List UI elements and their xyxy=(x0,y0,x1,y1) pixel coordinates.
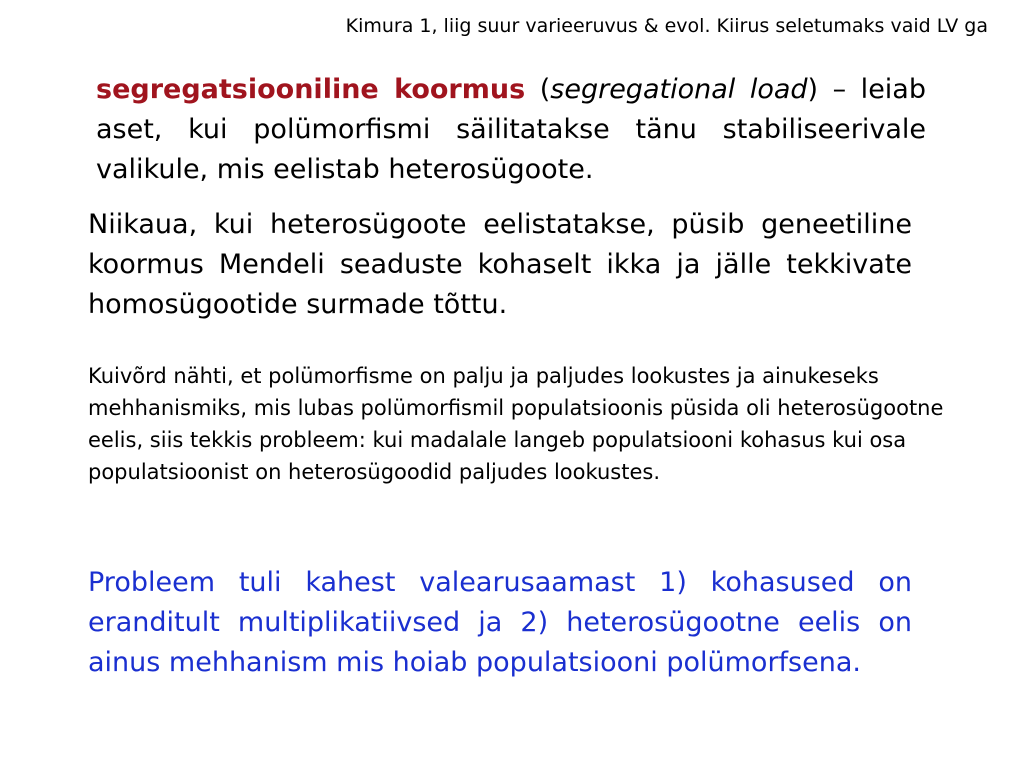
english-term: segregational load xyxy=(550,74,808,105)
definition-paragraph xyxy=(96,70,926,190)
problem-paragraph: Kuivõrd nähti, et polümorfisme on palju ja paljudes lookustes ja ainukeseks mehhanismiks, mis lubas polümorfismil populatsioonis püsida oli heterosügootne eelis, siis tekkis probleem: kui madalale langeb populatsiooni kohasus kui osa populatsioonist on heterosügoodid paljudes lookustes. xyxy=(88,364,944,484)
explanation-paragraph: Niikaua, kui heterosügoote eelistatakse, püsib geneetiline koormus Mendeli seaduste kohaselt ikka ja jälle tekkivate homosügootide surmade tõttu. xyxy=(88,209,912,320)
close-paren: ) xyxy=(807,74,819,105)
conclusion-paragraph: Probleem tuli kahest valearusaamast 1) kohasused on eranditult multiplikatiivsed ja 2) heterosügootne eelis on ainus mehhanism mis hoiab populatsiooni polümorfsena. xyxy=(88,567,912,678)
open-paren: ( xyxy=(525,74,551,105)
key-term: segregatsiooniline koormus xyxy=(96,74,526,105)
definition-text: – leiab aset, kui polümorfismi säilitatakse tänu stabiliseerivale valikule, mis eelistab heterosügoote. xyxy=(96,74,926,185)
slide-header: Kimura 1, liig suur varieeruvus & evol. Kiirus seletumaks vaid LV ga xyxy=(345,15,988,37)
